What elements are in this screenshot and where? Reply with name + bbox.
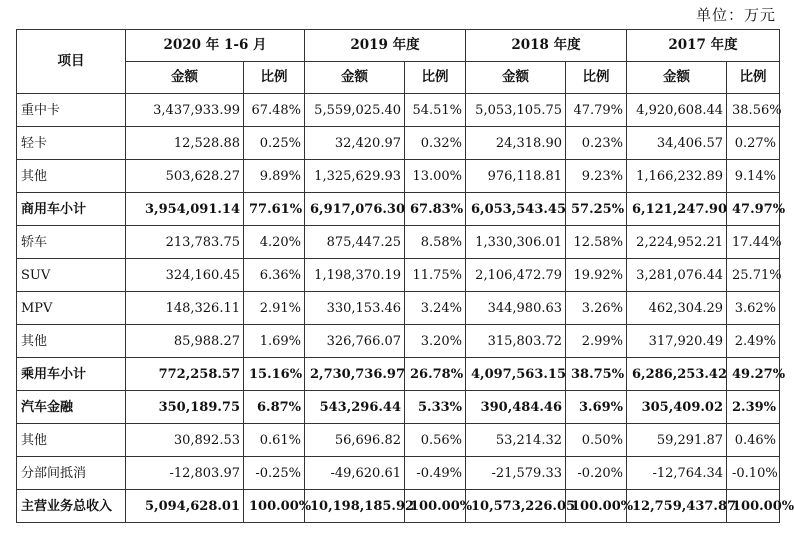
row-label: 其他 bbox=[17, 325, 126, 358]
row-label: 轿车 bbox=[17, 226, 126, 259]
revenue-table bbox=[16, 29, 794, 523]
ratio-cell: 57.25% bbox=[566, 193, 627, 226]
ratio-cell: 100.00% bbox=[405, 490, 466, 523]
ratio-cell: 8.58% bbox=[405, 226, 466, 259]
header-ratio: 比例 bbox=[405, 62, 466, 94]
ratio-cell: 9.14% bbox=[727, 160, 780, 193]
amount-cell: -49,620.61 bbox=[305, 457, 405, 490]
table-row bbox=[17, 292, 780, 325]
row-label: 主营业务总收入 bbox=[17, 490, 126, 523]
ratio-cell: 3.20% bbox=[405, 325, 466, 358]
amount-cell: 1,330,306.01 bbox=[466, 226, 566, 259]
header-ratio: 比例 bbox=[244, 62, 305, 94]
amount-cell: 1,166,232.89 bbox=[627, 160, 727, 193]
ratio-cell: 0.32% bbox=[405, 127, 466, 160]
amount-cell: 32,420.97 bbox=[305, 127, 405, 160]
table-row bbox=[17, 391, 780, 424]
ratio-cell: 100.00% bbox=[244, 490, 305, 523]
amount-cell: 330,153.46 bbox=[305, 292, 405, 325]
amount-cell: 2,730,736.97 bbox=[305, 358, 405, 391]
row-label: SUV bbox=[17, 259, 126, 292]
amount-cell: 317,920.49 bbox=[627, 325, 727, 358]
ratio-cell: 11.75% bbox=[405, 259, 466, 292]
row-label: MPV bbox=[17, 292, 126, 325]
row-label: 乘用车小计 bbox=[17, 358, 126, 391]
header-amount: 金额 bbox=[126, 62, 244, 94]
ratio-cell: 0.56% bbox=[405, 424, 466, 457]
ratio-cell: 3.69% bbox=[566, 391, 627, 424]
table-row bbox=[17, 457, 780, 490]
amount-cell: 2,224,952.21 bbox=[627, 226, 727, 259]
ratio-cell: 2.39% bbox=[727, 391, 780, 424]
ratio-cell: 19.92% bbox=[566, 259, 627, 292]
ratio-cell: -0.20% bbox=[566, 457, 627, 490]
amount-cell: 344,980.63 bbox=[466, 292, 566, 325]
ratio-cell: 0.25% bbox=[244, 127, 305, 160]
header-ratio: 比例 bbox=[566, 62, 627, 94]
amount-cell: 1,198,370.19 bbox=[305, 259, 405, 292]
amount-cell: 3,281,076.44 bbox=[627, 259, 727, 292]
header-amount: 金额 bbox=[305, 62, 405, 94]
ratio-cell: 77.61% bbox=[244, 193, 305, 226]
ratio-cell: -0.10% bbox=[727, 457, 780, 490]
header-amount: 金额 bbox=[466, 62, 566, 94]
ratio-cell: 26.78% bbox=[405, 358, 466, 391]
header-period-2017: 2017 年度 bbox=[627, 30, 780, 62]
ratio-cell: 2.49% bbox=[727, 325, 780, 358]
amount-cell: 350,189.75 bbox=[126, 391, 244, 424]
amount-cell: -21,579.33 bbox=[466, 457, 566, 490]
ratio-cell: 9.89% bbox=[244, 160, 305, 193]
ratio-cell: 9.23% bbox=[566, 160, 627, 193]
amount-cell: 772,258.57 bbox=[126, 358, 244, 391]
header-ratio: 比例 bbox=[727, 62, 780, 94]
amount-cell: 12,759,437.87 bbox=[627, 490, 727, 523]
amount-cell: 6,053,543.45 bbox=[466, 193, 566, 226]
header-period-2018: 2018 年度 bbox=[466, 30, 627, 62]
table-row bbox=[17, 325, 780, 358]
ratio-cell: 0.50% bbox=[566, 424, 627, 457]
table-row bbox=[17, 226, 780, 259]
row-label: 重中卡 bbox=[17, 94, 126, 127]
amount-cell: 213,783.75 bbox=[126, 226, 244, 259]
amount-cell: 503,628.27 bbox=[126, 160, 244, 193]
amount-cell: 390,484.46 bbox=[466, 391, 566, 424]
ratio-cell: 6.87% bbox=[244, 391, 305, 424]
ratio-cell: 3.62% bbox=[727, 292, 780, 325]
amount-cell: 4,920,608.44 bbox=[627, 94, 727, 127]
ratio-cell: 0.23% bbox=[566, 127, 627, 160]
table-row bbox=[17, 259, 780, 292]
row-label: 商用车小计 bbox=[17, 193, 126, 226]
amount-cell: 34,406.57 bbox=[627, 127, 727, 160]
ratio-cell: 0.27% bbox=[727, 127, 780, 160]
ratio-cell: 38.75% bbox=[566, 358, 627, 391]
ratio-cell: 15.16% bbox=[244, 358, 305, 391]
row-label: 其他 bbox=[17, 160, 126, 193]
ratio-cell: 67.48% bbox=[244, 94, 305, 127]
ratio-cell: 25.71% bbox=[727, 259, 780, 292]
ratio-cell: 38.56% bbox=[727, 94, 780, 127]
table-row bbox=[17, 490, 780, 523]
ratio-cell: 67.83% bbox=[405, 193, 466, 226]
amount-cell: 24,318.90 bbox=[466, 127, 566, 160]
table-body bbox=[17, 94, 794, 523]
ratio-cell: 17.44% bbox=[727, 226, 780, 259]
ratio-cell: 0.46% bbox=[727, 424, 780, 457]
ratio-cell: 100.00% bbox=[727, 490, 780, 523]
ratio-cell: 3.24% bbox=[405, 292, 466, 325]
row-label: 其他 bbox=[17, 424, 126, 457]
row-label: 轻卡 bbox=[17, 127, 126, 160]
amount-cell: 315,803.72 bbox=[466, 325, 566, 358]
amount-cell: 10,573,226.05 bbox=[466, 490, 566, 523]
amount-cell: 462,304.29 bbox=[627, 292, 727, 325]
amount-cell: 5,053,105.75 bbox=[466, 94, 566, 127]
amount-cell: 56,696.82 bbox=[305, 424, 405, 457]
header-amount: 金额 bbox=[627, 62, 727, 94]
table-row bbox=[17, 193, 780, 226]
amount-cell: 85,988.27 bbox=[126, 325, 244, 358]
ratio-cell: 5.33% bbox=[405, 391, 466, 424]
amount-cell: 305,409.02 bbox=[627, 391, 727, 424]
amount-cell: 12,528.88 bbox=[126, 127, 244, 160]
ratio-cell: -0.49% bbox=[405, 457, 466, 490]
amount-cell: 30,892.53 bbox=[126, 424, 244, 457]
table-row bbox=[17, 94, 780, 127]
amount-cell: 10,198,185.92 bbox=[305, 490, 405, 523]
table-row bbox=[17, 424, 780, 457]
ratio-cell: 100.00% bbox=[566, 490, 627, 523]
ratio-cell: 47.79% bbox=[566, 94, 627, 127]
ratio-cell: 13.00% bbox=[405, 160, 466, 193]
row-label: 分部间抵消 bbox=[17, 457, 126, 490]
ratio-cell: 54.51% bbox=[405, 94, 466, 127]
amount-cell: 6,917,076.30 bbox=[305, 193, 405, 226]
header-period-2020h1: 2020 年 1-6 月 bbox=[126, 30, 305, 62]
amount-cell: 1,325,629.93 bbox=[305, 160, 405, 193]
amount-cell: 59,291.87 bbox=[627, 424, 727, 457]
ratio-cell: 6.36% bbox=[244, 259, 305, 292]
table-row bbox=[17, 358, 780, 391]
header-period-2019: 2019 年度 bbox=[305, 30, 466, 62]
ratio-cell: 47.97% bbox=[727, 193, 780, 226]
ratio-cell: 4.20% bbox=[244, 226, 305, 259]
ratio-cell: 3.26% bbox=[566, 292, 627, 325]
amount-cell: 3,954,091.14 bbox=[126, 193, 244, 226]
amount-cell: 324,160.45 bbox=[126, 259, 244, 292]
ratio-cell: 1.69% bbox=[244, 325, 305, 358]
amount-cell: 976,118.81 bbox=[466, 160, 566, 193]
amount-cell: 2,106,472.79 bbox=[466, 259, 566, 292]
amount-cell: 6,286,253.42 bbox=[627, 358, 727, 391]
amount-cell: -12,764.34 bbox=[627, 457, 727, 490]
amount-cell: 6,121,247.90 bbox=[627, 193, 727, 226]
amount-cell: 5,559,025.40 bbox=[305, 94, 405, 127]
ratio-cell: 0.61% bbox=[244, 424, 305, 457]
ratio-cell: 49.27% bbox=[727, 358, 780, 391]
amount-cell: 53,214.32 bbox=[466, 424, 566, 457]
amount-cell: 326,766.07 bbox=[305, 325, 405, 358]
amount-cell: 5,094,628.01 bbox=[126, 490, 244, 523]
header-item: 项目 bbox=[17, 30, 126, 94]
table-row bbox=[17, 160, 780, 193]
table-row bbox=[17, 127, 780, 160]
amount-cell: 4,097,563.15 bbox=[466, 358, 566, 391]
row-label: 汽车金融 bbox=[17, 391, 126, 424]
amount-cell: -12,803.97 bbox=[126, 457, 244, 490]
amount-cell: 875,447.25 bbox=[305, 226, 405, 259]
amount-cell: 3,437,933.99 bbox=[126, 94, 244, 127]
ratio-cell: 2.99% bbox=[566, 325, 627, 358]
ratio-cell: 12.58% bbox=[566, 226, 627, 259]
amount-cell: 543,296.44 bbox=[305, 391, 405, 424]
unit-label: 单位：万元 bbox=[695, 6, 776, 24]
amount-cell: 148,326.11 bbox=[126, 292, 244, 325]
ratio-cell: 2.91% bbox=[244, 292, 305, 325]
ratio-cell: -0.25% bbox=[244, 457, 305, 490]
